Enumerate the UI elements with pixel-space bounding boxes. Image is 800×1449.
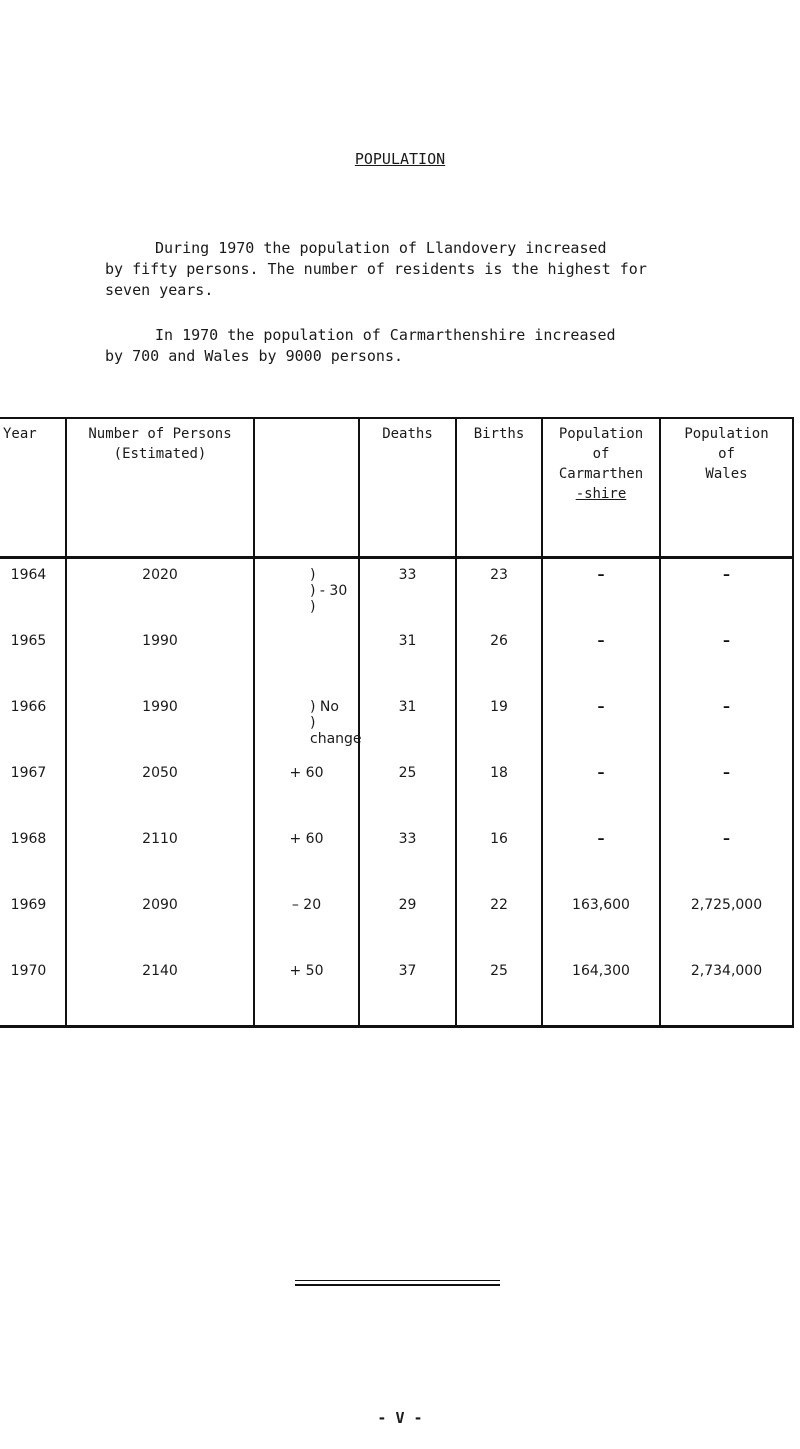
divider-rule-double (295, 1284, 500, 1286)
header-year: Year (0, 418, 66, 558)
header-change (254, 418, 359, 558)
page-title: POPULATION (354, 150, 446, 168)
cell-year: 1968 (0, 823, 66, 889)
cell-deaths: 33 (359, 558, 456, 626)
cell-births: 26 (456, 625, 542, 691)
divider-rule (295, 1280, 500, 1281)
cell-deaths: 33 (359, 823, 456, 889)
cell-carmarthenshire: – (542, 691, 660, 757)
cell-carmarthenshire: – (542, 625, 660, 691)
cell-deaths: 31 (359, 625, 456, 691)
cell-births: 16 (456, 823, 542, 889)
para1-line1: During 1970 the population of Llandovery increased (155, 239, 607, 257)
cell-deaths: 37 (359, 955, 456, 1027)
cell-wales: – (660, 558, 793, 626)
page-number: - V - (377, 1409, 423, 1427)
cell-year: 1969 (0, 889, 66, 955)
cell-wales: – (660, 691, 793, 757)
cell-carmarthenshire: – (542, 757, 660, 823)
cell-wales: – (660, 757, 793, 823)
header-wales: Population of Wales (660, 418, 793, 558)
cell-persons: 2090 (66, 889, 254, 955)
cell-deaths: 25 (359, 757, 456, 823)
table-row (0, 558, 793, 626)
cell-change: + 60 (254, 823, 359, 889)
table-row (0, 955, 793, 1027)
header-deaths: Deaths (359, 418, 456, 558)
cell-year: 1964 (0, 558, 66, 626)
cell-persons: 2020 (66, 558, 254, 626)
header-carmarthenshire: Population of Carmarthen -shire (542, 418, 660, 558)
cell-year: 1970 (0, 955, 66, 1027)
table-row (0, 625, 793, 691)
cell-births: 23 (456, 558, 542, 626)
cell-deaths: 29 (359, 889, 456, 955)
cell-persons: 2140 (66, 955, 254, 1027)
cell-births: 18 (456, 757, 542, 823)
table-row (0, 889, 793, 955)
paragraph-llandovery (105, 238, 705, 301)
population-table (0, 417, 794, 1028)
cell-births: 25 (456, 955, 542, 1027)
paragraph-carmarthenshire (105, 325, 705, 367)
table-header-row (0, 418, 793, 558)
cell-carmarthenshire: 164,300 (542, 955, 660, 1027)
table-row (0, 757, 793, 823)
cell-wales: 2,725,000 (660, 889, 793, 955)
cell-persons: 1990 (66, 691, 254, 757)
cell-carmarthenshire: – (542, 558, 660, 626)
cell-wales: – (660, 823, 793, 889)
para1-line2: by fifty persons. The number of residents is the highest for (105, 260, 647, 278)
cell-change: – 20 (254, 889, 359, 955)
cell-carmarthenshire: 163,600 (542, 889, 660, 955)
para2-line1: In 1970 the population of Carmarthenshire increased (155, 326, 616, 344)
cell-persons: 2110 (66, 823, 254, 889)
cell-wales: 2,734,000 (660, 955, 793, 1027)
cell-year: 1966 (0, 691, 66, 757)
table-row (0, 823, 793, 889)
cell-persons: 1990 (66, 625, 254, 691)
cell-births: 22 (456, 889, 542, 955)
header-births: Births (456, 418, 542, 558)
cell-change-bracket: ) ) - 30 ) (254, 558, 359, 692)
cell-change-no-change: ) No ) change (254, 691, 359, 757)
para2-line2: by 700 and Wales by 9000 persons. (105, 347, 404, 365)
cell-year: 1967 (0, 757, 66, 823)
para1-line3: seven years. (105, 281, 214, 299)
cell-persons: 2050 (66, 757, 254, 823)
cell-carmarthenshire: – (542, 823, 660, 889)
cell-change: + 50 (254, 955, 359, 1027)
header-persons: Number of Persons (Estimated) (66, 418, 254, 558)
cell-deaths: 31 (359, 691, 456, 757)
cell-year: 1965 (0, 625, 66, 691)
cell-births: 19 (456, 691, 542, 757)
cell-wales: – (660, 625, 793, 691)
cell-change: + 60 (254, 757, 359, 823)
table-row (0, 691, 793, 757)
